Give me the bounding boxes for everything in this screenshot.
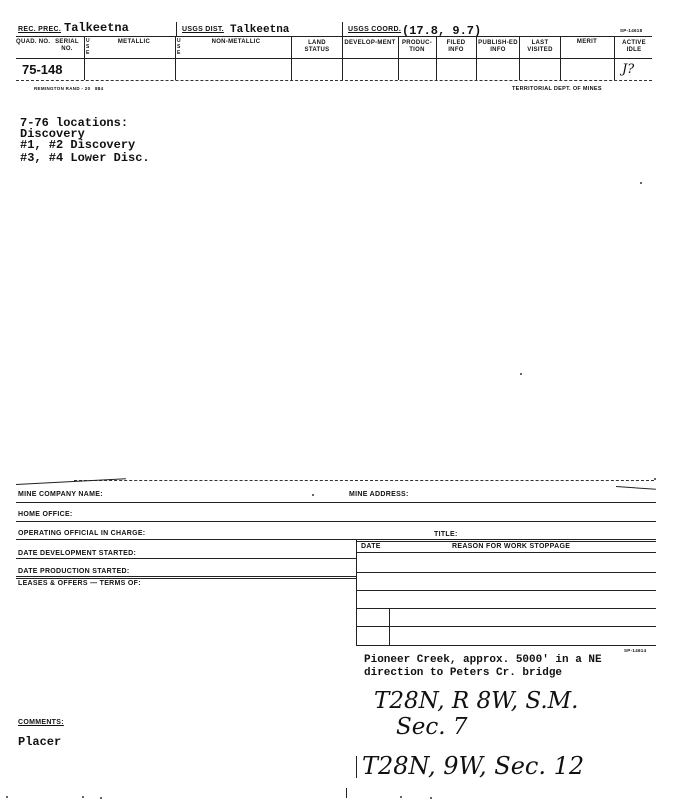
location-line-2: direction to Peters Cr. bridge — [364, 667, 563, 679]
notes-line-2: Discovery — [20, 127, 85, 141]
col-land-status: LAND STATUS — [304, 40, 330, 53]
usgs-coord-label: USGS COORD. — [348, 26, 402, 33]
col-serial-no: SERIAL NO. — [55, 39, 79, 52]
title-label: TITLE: — [434, 531, 458, 538]
col-active-idle: ACTIVE IDLE — [622, 40, 646, 53]
comments-label: COMMENTS: — [18, 719, 64, 726]
department: TERRITORIAL DEPT. OF MINES — [512, 86, 602, 92]
operating-official-label: OPERATING OFFICIAL IN CHARGE: — [18, 530, 146, 537]
notes-line-3: #1, #2 Discovery — [20, 138, 136, 152]
lower-form-number: SP-14614 — [624, 648, 647, 653]
usgs-dist-value: Talkeetna — [230, 24, 290, 36]
date-dev-started-label: DATE DEVELOPMENT STARTED: — [18, 550, 137, 557]
active-idle-mark: J? — [622, 62, 635, 77]
col-use-a: U S E — [86, 38, 90, 56]
col-production: PRODUC-TION — [401, 40, 433, 53]
handwritten-line-3: T28N, 9W, Sec. 12 — [362, 752, 585, 780]
lower-form — [16, 478, 656, 798]
notes-line-4: #3, #4 Lower Disc. — [20, 151, 150, 165]
notes-block — [20, 117, 150, 165]
location-line-1: Pioneer Creek, approx. 5000' in a NE — [364, 654, 602, 666]
handwritten-line-1: T28N, R 8W, S.M. — [374, 688, 579, 714]
mine-address-label: MINE ADDRESS: — [349, 491, 409, 498]
col-last-visited: LAST VISITED — [527, 40, 553, 53]
col-quad-no: QUAD. NO. — [16, 39, 51, 45]
rec-prec-value: Talkeetna — [64, 21, 129, 35]
printer-code: 884 — [95, 86, 104, 91]
usgs-dist-label: USGS DIST. — [182, 26, 224, 33]
col-merit: MERIT — [576, 39, 598, 45]
leases-label: LEASES & OFFERS — TERMS OF: — [18, 580, 141, 587]
col-filed-info: FILED INFO — [446, 40, 466, 53]
header-card — [16, 22, 652, 82]
home-office-label: HOME OFFICE: — [18, 511, 73, 518]
form-number: SP-14618 — [620, 28, 643, 33]
serial-value: 75-148 — [22, 62, 63, 77]
date-label: DATE — [361, 543, 381, 550]
printer-note: REMINGTON RAND - 20 — [34, 86, 91, 91]
usgs-coord-value: (17.8, 9.7) — [402, 24, 482, 38]
notes-line-1: 7-76 locations: — [20, 116, 129, 130]
mine-company-name-label: MINE COMPANY NAME: — [18, 491, 103, 498]
col-use-b: U S E — [177, 38, 181, 56]
col-non-metallic: NON-METALLIC — [211, 39, 261, 45]
col-metallic: METALLIC — [117, 39, 151, 45]
col-development: DEVELOP-MENT — [344, 40, 396, 46]
rec-prec-label: REC. PREC. — [18, 26, 62, 33]
handwritten-line-2: Sec. 7 — [396, 714, 468, 740]
col-published-info: PUBLISH-ED INFO — [478, 40, 518, 53]
comments-value: Placer — [18, 735, 62, 749]
date-prod-started-label: DATE PRODUCTION STARTED: — [18, 568, 130, 575]
reason-stoppage-label: REASON FOR WORK STOPPAGE — [452, 543, 571, 550]
